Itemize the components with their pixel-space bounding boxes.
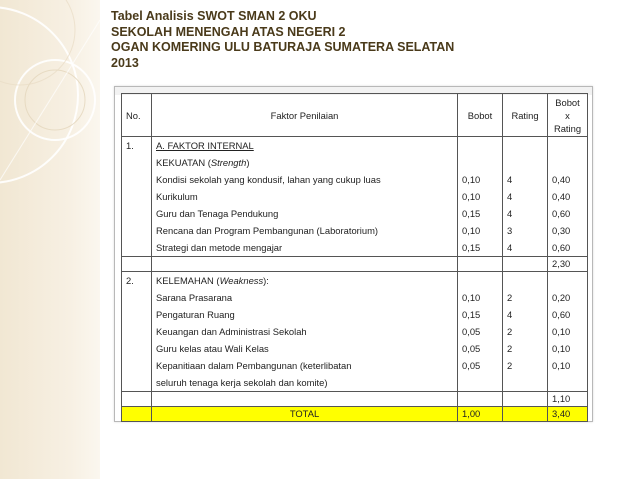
header-bxr-line3: Rating xyxy=(553,122,582,134)
cell-rating: 2 xyxy=(503,357,548,374)
cell-bobot: 0,10 xyxy=(458,188,503,205)
header-no: No. xyxy=(122,94,152,137)
subtotal-row xyxy=(122,392,588,407)
cell-faktor: Kondisi sekolah yang kondusif, lahan yang cukup luas xyxy=(152,171,458,188)
table-row xyxy=(122,306,588,323)
cell-rating: 3 xyxy=(503,222,548,239)
title-line-3: OGAN KOMERING ULU BATURAJA SUMATERA SELATAN xyxy=(111,40,455,54)
cell-bobot: 0,10 xyxy=(458,171,503,188)
cell-rating: 4 xyxy=(503,239,548,257)
header-faktor: Faktor Penilaian xyxy=(152,94,458,137)
table-row xyxy=(122,171,588,188)
cell-faktor: Sarana Prasarana xyxy=(152,289,458,306)
cell-score: 0,10 xyxy=(548,357,588,374)
cell-rating: 2 xyxy=(503,289,548,306)
cell-score: 0,40 xyxy=(548,171,588,188)
cell-faktor: Strategi dan metode mengajar xyxy=(152,239,458,257)
cell-score: 0,30 xyxy=(548,222,588,239)
section-title: A. FAKTOR INTERNAL xyxy=(152,137,458,155)
total-score: 3,40 xyxy=(548,407,588,422)
table-row xyxy=(122,323,588,340)
cell-score: 0,60 xyxy=(548,239,588,257)
table-row xyxy=(122,137,588,155)
cell-rating: 2 xyxy=(503,323,548,340)
total-label: TOTAL xyxy=(152,407,458,422)
swot-table-image xyxy=(114,86,593,422)
kelemahan-label: KELEMAHAN ( xyxy=(156,275,220,286)
cell-score xyxy=(548,374,588,392)
table-row xyxy=(122,374,588,392)
row-no: 1. xyxy=(122,137,152,155)
kelemahan-label-close: ): xyxy=(263,275,269,286)
cell-bobot: 0,15 xyxy=(458,239,503,257)
kelemahan-label-en: Weakness xyxy=(219,275,264,286)
title-line-1: Tabel Analisis SWOT SMAN 2 OKU xyxy=(111,9,317,23)
cell-rating xyxy=(503,374,548,392)
total-bobot: 1,00 xyxy=(458,407,503,422)
cell-score: 0,60 xyxy=(548,205,588,222)
cell-bobot: 0,05 xyxy=(458,323,503,340)
title-line-4: 2013 xyxy=(111,55,139,70)
cell-faktor: Kurikulum xyxy=(152,188,458,205)
table-row xyxy=(122,357,588,374)
cell-score: 0,10 xyxy=(548,323,588,340)
table-row xyxy=(122,205,588,222)
kekuatan-heading xyxy=(152,154,458,171)
cell-bobot xyxy=(458,374,503,392)
row-no: 2. xyxy=(122,272,152,290)
subtotal-weakness: 1,10 xyxy=(548,392,588,407)
header-bxr-line1: Bobot xyxy=(555,96,580,108)
cell-faktor: Kepanitiaan dalam Pembangunan (keterlibatan xyxy=(152,357,458,374)
kelemahan-heading xyxy=(152,272,458,290)
cell-faktor: Keuangan dan Administrasi Sekolah xyxy=(152,323,458,340)
cell-score: 0,20 xyxy=(548,289,588,306)
kekuatan-label: KEKUATAN ( xyxy=(156,157,211,168)
header-rating: Rating xyxy=(503,94,548,137)
cell-bobot: 0,10 xyxy=(458,222,503,239)
cell-faktor: Rencana dan Program Pembangunan (Laboratorium) xyxy=(152,222,458,239)
subtotal-strength: 2,30 xyxy=(548,257,588,272)
kekuatan-label-close: ) xyxy=(246,157,250,168)
cell-score: 0,10 xyxy=(548,340,588,357)
cell-rating: 4 xyxy=(503,171,548,188)
table-row xyxy=(122,289,588,306)
table-row xyxy=(122,239,588,257)
cell-faktor: Guru kelas atau Wali Kelas xyxy=(152,340,458,357)
cell-faktor: Guru dan Tenaga Pendukung xyxy=(152,205,458,222)
cell-bobot: 0,05 xyxy=(458,357,503,374)
slide-title xyxy=(111,9,631,71)
header-bxr-line2: x xyxy=(565,109,570,121)
cell-bobot: 0,05 xyxy=(458,340,503,357)
table-header-row xyxy=(122,94,588,137)
title-line-2: SEKOLAH MENENGAH ATAS NEGERI 2 xyxy=(111,24,346,39)
decorative-circles-graphic xyxy=(0,0,130,479)
header-bobot: Bobot xyxy=(458,94,503,137)
cell-score: 0,60 xyxy=(548,306,588,323)
cell-bobot: 0,15 xyxy=(458,205,503,222)
table-row xyxy=(122,154,588,171)
table-row xyxy=(122,340,588,357)
total-row xyxy=(122,407,588,422)
swot-table xyxy=(121,93,588,422)
cell-rating: 2 xyxy=(503,340,548,357)
cell-faktor: seluruh tenaga kerja sekolah dan komite) xyxy=(152,374,458,392)
subtotal-row xyxy=(122,257,588,272)
table-row xyxy=(122,272,588,290)
cell-faktor: Pengaturan Ruang xyxy=(152,306,458,323)
table-row xyxy=(122,222,588,239)
table-row xyxy=(122,188,588,205)
cell-rating: 4 xyxy=(503,306,548,323)
cell-rating: 4 xyxy=(503,188,548,205)
cell-rating: 4 xyxy=(503,205,548,222)
cell-bobot: 0,15 xyxy=(458,306,503,323)
kekuatan-label-en: Strength xyxy=(210,157,247,168)
cell-score: 0,40 xyxy=(548,188,588,205)
header-bobot-x-rating xyxy=(548,94,588,137)
cell-bobot: 0,10 xyxy=(458,289,503,306)
